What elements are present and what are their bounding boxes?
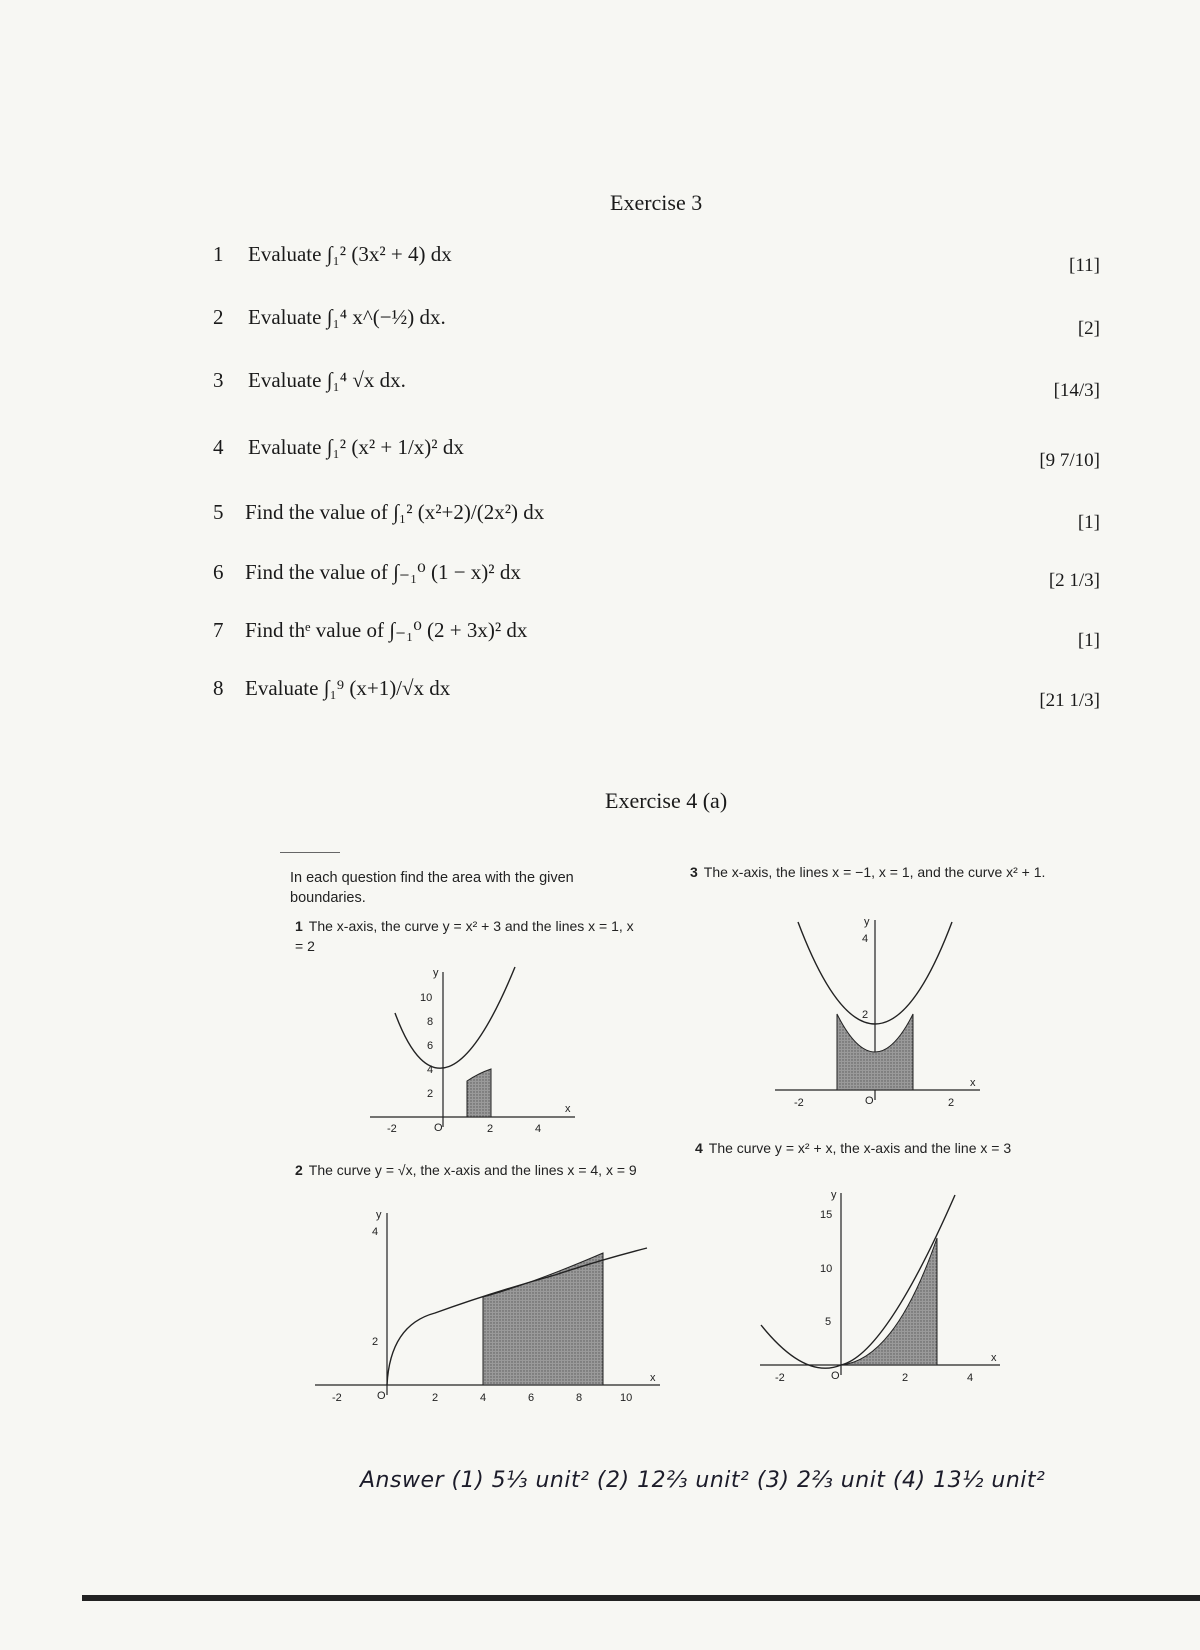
graph-1 xyxy=(365,962,585,1142)
graph-number: 4 xyxy=(695,1140,703,1156)
graph-3-caption xyxy=(690,862,1050,882)
x-tick-label: 2 xyxy=(948,1097,955,1109)
question-number: 4 xyxy=(213,435,224,459)
question-number: 1 xyxy=(213,242,224,266)
exercise4-intro: In each question find the area with the given boundaries. xyxy=(290,870,574,906)
x-tick-label: 4 xyxy=(480,1392,487,1404)
exercise3-title: Exercise 3 xyxy=(610,190,703,215)
question-text: Evaluate ∫₁⁴ √x dx. xyxy=(248,368,406,392)
x-axis-label: x xyxy=(970,1077,976,1089)
question-text: Evaluate ∫₁² (3x² + 4) dx xyxy=(248,242,452,266)
question-text: Evaluate ∫₁⁴ x^(−½) dx. xyxy=(248,305,446,329)
graph-number: 2 xyxy=(295,1162,303,1178)
graph-2 xyxy=(310,1205,670,1415)
question-answer: [9 7/10] xyxy=(1039,450,1100,471)
x-axis-label: x xyxy=(565,1103,571,1115)
question-answer: [2 1/3] xyxy=(1048,570,1100,591)
question-number: 3 xyxy=(213,368,224,392)
y-tick-label: 2 xyxy=(427,1088,434,1100)
question-answer: [1] xyxy=(1077,512,1100,533)
shaded-area xyxy=(467,1069,491,1117)
shaded-area xyxy=(841,1238,937,1365)
x-tick-label: 2 xyxy=(487,1123,494,1135)
x-axis-label: x xyxy=(991,1352,997,1364)
question-text: Find the value of ∫₋₁⁰ (1 − x)² dx xyxy=(245,560,521,584)
origin-label: O xyxy=(831,1370,840,1382)
graph-caption-text: The curve y = √x, the x-axis and the lines x = 4, x = 9 xyxy=(308,1162,637,1178)
question-answer: [1] xyxy=(1077,630,1100,651)
question-number: 8 xyxy=(213,676,224,700)
origin-label: O xyxy=(377,1390,386,1402)
question-text: Evaluate ∫₁² (x² + 1/x)² dx xyxy=(248,435,464,459)
y-tick-label: 2 xyxy=(372,1336,379,1348)
y-tick-label: 10 xyxy=(420,992,433,1004)
question-number: 5 xyxy=(213,500,224,524)
origin-label: O xyxy=(865,1095,874,1107)
x-tick-label: -2 xyxy=(332,1392,342,1404)
x-tick-label: 6 xyxy=(528,1392,535,1404)
x-tick-label: -2 xyxy=(775,1372,785,1384)
y-axis-label: y xyxy=(831,1189,837,1201)
curve-line xyxy=(395,967,515,1068)
question-answer: [11] xyxy=(1069,255,1100,276)
graph-caption-text: The x-axis, the lines x = −1, x = 1, and the curve x² + 1. xyxy=(703,864,1046,880)
question-text: Evaluate ∫₁⁹ (x+1)/√x dx xyxy=(245,676,451,700)
question-answer: [21 1/3] xyxy=(1039,690,1100,711)
graph-4 xyxy=(755,1185,1005,1405)
graph-2-caption xyxy=(295,1160,665,1180)
question-number: 7 xyxy=(213,618,224,642)
x-tick-label: 2 xyxy=(432,1392,439,1404)
handwritten-answers: Answer (1) 5⅓ unit² (2) 12⅔ unit² (3) 2⅔ unit (4) 13½ unit² xyxy=(360,1468,1046,1493)
graph-4-caption xyxy=(695,1138,1055,1158)
y-axis-label: y xyxy=(376,1209,382,1221)
x-tick-label: 8 xyxy=(576,1392,583,1404)
y-axis-label: y xyxy=(433,967,439,979)
graph-number: 1 xyxy=(295,918,303,934)
y-tick-label: 10 xyxy=(820,1263,833,1275)
y-tick-label: 4 xyxy=(862,933,869,945)
y-tick-label: 8 xyxy=(427,1016,434,1028)
y-tick-label: 6 xyxy=(427,1040,434,1052)
bottom-rule xyxy=(82,1595,1200,1601)
question-text: Find the value of ∫₁² (x²+2)/(2x²) dx xyxy=(245,500,545,524)
question-answer: [2] xyxy=(1077,318,1100,339)
graph-number: 3 xyxy=(690,864,698,880)
exercise4-title: Exercise 4 (a) xyxy=(605,788,728,813)
scan-line-mark xyxy=(280,852,340,853)
question-number: 6 xyxy=(213,560,224,584)
shaded-area xyxy=(483,1253,603,1385)
x-axis-label: x xyxy=(650,1372,656,1384)
graph-caption-text: The curve y = x² + x, the x-axis and the line x = 3 xyxy=(708,1140,1012,1156)
x-tick-label: 10 xyxy=(620,1392,633,1404)
y-tick-label: 15 xyxy=(820,1209,833,1221)
y-tick-label: 4 xyxy=(372,1226,379,1238)
y-axis-label: y xyxy=(864,916,870,928)
origin-label: O xyxy=(434,1122,443,1134)
question-number: 2 xyxy=(213,305,224,329)
y-tick-label: 5 xyxy=(825,1316,832,1328)
x-tick-label: 4 xyxy=(535,1123,542,1135)
x-tick-label: -2 xyxy=(387,1123,397,1135)
x-tick-label: 4 xyxy=(967,1372,974,1384)
x-tick-label: 2 xyxy=(902,1372,909,1384)
graph-3 xyxy=(770,912,990,1109)
y-tick-label: 4 xyxy=(427,1064,434,1076)
question-text: Find thᵉ value of ∫₋₁⁰ (2 + 3x)² dx xyxy=(245,618,528,642)
question-answer: [14/3] xyxy=(1053,380,1100,401)
graph-caption-text: The x-axis, the curve y = x² + 3 and the lines x = 1, x = 2 xyxy=(295,918,634,954)
x-tick-label: -2 xyxy=(794,1097,804,1109)
y-tick-label: 2 xyxy=(862,1009,869,1021)
graph-1-caption xyxy=(295,916,645,956)
